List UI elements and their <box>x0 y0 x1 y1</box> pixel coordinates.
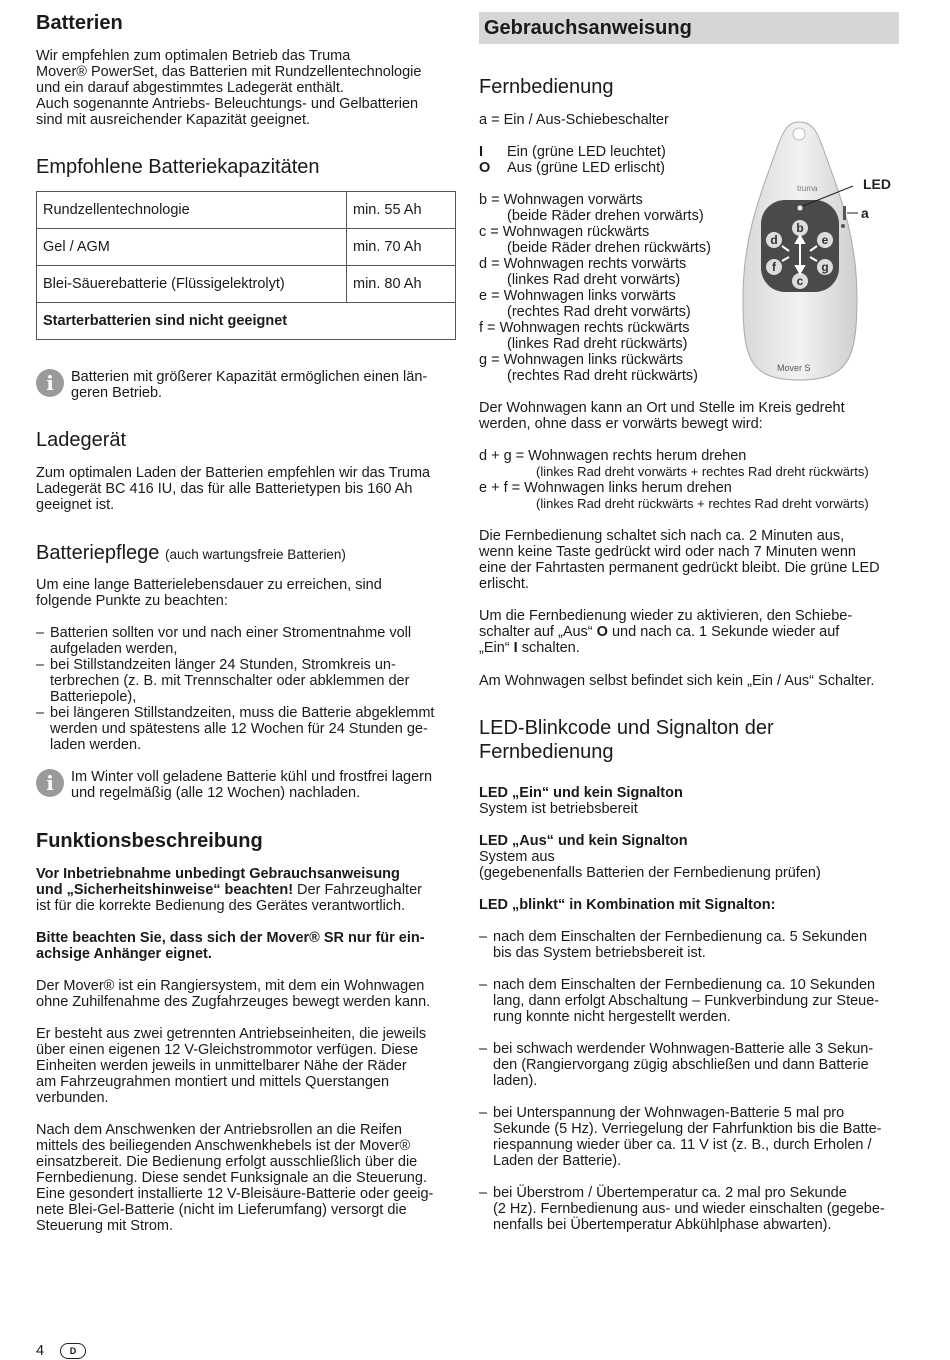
info-note-winter: i Im Winter voll geladene Batterie kühl und frostfrei lagern und regelmäßig (alle 12 Wochen) nachladen. <box>36 769 456 803</box>
batteriepflege-list <box>36 625 456 753</box>
remote-key-e[interactable] <box>817 232 833 248</box>
on-symbol: I <box>513 640 518 656</box>
list-item: – nach dem Einschalten der Fernbedienung ca. 5 Sekunden bis das System betriebsbereit ist. <box>479 929 901 961</box>
remote-key-c[interactable] <box>792 273 808 289</box>
batterien-text: Wir empfehlen zum optimalen Betrieb das Truma Mover® PowerSet, das Batterien mit Rundzellentechnologie und ein darauf abgestimmtes Ladegerät enthält. Auch sogenannte Antriebs- Beleuchtungs- und Gelbatterien sind mit ausreichender Kapazität geeignet. <box>36 48 422 128</box>
batterien-title: Batterien <box>36 12 123 34</box>
led-indicator <box>798 206 803 211</box>
table-row: Starterbatterien sind nicht geeignet <box>37 303 456 340</box>
slide-switch[interactable] <box>843 206 846 220</box>
remote-key-d[interactable] <box>766 232 782 248</box>
info-icon: i <box>36 769 64 797</box>
rotation-list: d + g = Wohnwagen rechts herum drehen (linkes Rad dreht vorwärts + rechtes Rad dreht rückwärts) e + f = Wohnwagen links herum drehen (linkes Rad dreht rückwärts + rechtes Rad dreht vorwärts) <box>479 448 869 511</box>
gebrauch-title: Gebrauchsanweisung <box>484 17 692 39</box>
remote-key-b[interactable] <box>792 220 808 236</box>
off-symbol: O <box>479 160 491 176</box>
kapazitaeten-table <box>36 191 456 340</box>
auto-off-text: Die Fernbedienung schaltet sich nach ca. 2 Minuten aus, wenn keine Taste gedrückt wird oder nach 7 Minuten wenn eine der Fahrtasten permanent gedrückt bleibt. Die grüne LED erlischt. <box>479 528 880 592</box>
svg-text:g: g <box>821 260 829 274</box>
funktion-text: Vor Inbetriebnahme unbedingt Gebrauchsanweisung und „Sicherheitshinweise“ beachten! Der Fahrzeughalter ist für die korrekte Bedienung des Gerätes verantwortlich. Bitte beachten Sie, dass sich der Mover® SR nur für ein- achsige Anhänger eignet. Der Mover® ist ein Rangiersystem, mit dem ein Wohnwagen ohne Zuhilfenahme des Zugfahrzeuges bewegt werden kann. Er besteht aus zwei getrennten Antriebseinheiten, die jeweils über einen eigenen 12 V-Gleichstrommotor verfügen. Diese Einheiten werden jeweils in unmittelbarer Nähe der Räder am Fahrzeugrahmen montiert und mittels Querstangen verbunden. Nach dem Anschwenken der Antriebsrollen an die Reifen mittels des beiliegenden Anschwenkhebels ist der Mover® einsatzbereit. Die Bedienung erfolgt ausschließlich über die Fernbedienung. Diese sendet Funksignale an die Steuerung. Eine gesondert installierte 12 V-Bleisäure-Batterie oder geeig- nete Blei-Gel-Batterie (nicht im Lieferumfang) versorgt die Steuerung mit Strom. <box>36 866 434 1234</box>
ladegeraet-title: Ladegerät <box>36 429 127 451</box>
fernbedienung-title: Fernbedienung <box>479 76 614 98</box>
ladegeraet-text: Zum optimalen Laden der Batterien empfehlen wir das Truma Ladegerät BC 416 IU, das für alle Batterietypen bis 160 Ah geeignet ist. <box>36 465 431 513</box>
batteriepflege-title: Batteriepflege (auch wartungsfreie Batterien) <box>36 542 346 564</box>
info-note-kapazitaet: i Batterien mit größerer Kapazität ermöglichen einen län- geren Betrieb. <box>36 369 456 403</box>
led-label: LED <box>863 176 891 192</box>
kein-schalter-text: Am Wohnwagen selbst befindet sich kein „Ein / Aus“ Schalter. <box>479 673 875 689</box>
blink-list <box>479 929 901 1233</box>
led-section: LED „Ein“ und kein Signalton System ist betriebsbereit LED „Aus“ und kein Signalton System aus (gegebenenfalls Batterien der Fernbedienung prüfen) LED „blinkt“ in Kombination mit Signalton: – nach dem Einschalten der Fernbedienung ca. 5 Sekunden bis das System betriebsbereit ist. – nach dem Einschalten der Fernbedienung ca. 10 Sekunden lang, dann erfolgt Abschaltung – Funkverbindung zur Steue- rung konnte nicht hergestellt werden. – bei schwach werdender Wohnwagen-Batterie alle 3 Sekun- den (Rangiervorgang zügig abschließen und dann Batterie laden). – bei Unterspannung der Wohnwagen-Batterie 5 mal pro Sekunde (5 Hz). Verriegelung der Fahrfunktion bis die Batte- riespannung wieder über ca. 11 V ist (z. B., durch Erholen / Laden der Batterie). – bei Überstrom / Übertemperatur ca. 2 mal pro Sekunde (2 Hz). Fernbedienung aus- und wieder einschalten (gegebe- nenfalls bei Übertemperatur Abkühlphase abwarten). <box>479 785 901 1233</box>
svg-text:d: d <box>770 233 778 247</box>
list-item: – bei längeren Stillstandzeiten, muss die Batterie abgeklemmt werden und spätestens alle 12 Wochen für 24 Stunden ge- laden werden. <box>36 705 456 753</box>
list-item: – bei Überstrom / Übertemperatur ca. 2 mal pro Sekunde (2 Hz). Fernbedienung aus- und wieder einschalten (gegebe- nenfalls bei Übertemperatur Abkühlphase abwarten). <box>479 1185 901 1233</box>
table-row: Rundzellentechnologie min. 55 Ah <box>37 192 456 229</box>
funktion-title: Funktionsbeschreibung <box>36 830 263 852</box>
kreis-text: Der Wohnwagen kann an Ort und Stelle im Kreis gedreht werden, ohne dass er vorwärts bewegt wird: <box>479 400 845 432</box>
list-item: – Batterien sollten vor und nach einer Stromentnahme voll aufgeladen werden, <box>36 625 456 657</box>
on-symbol: I <box>479 144 484 160</box>
kapazitaeten-title: Empfohlene Batteriekapazitäten <box>36 156 320 178</box>
led-title: LED-Blinkcode und Signalton der Fernbedienung <box>479 717 774 763</box>
table-row: Blei-Säuerebatterie (Flüssigelektrolyt) min. 80 Ah <box>37 266 456 303</box>
table-row: Gel / AGM min. 70 Ah <box>37 229 456 266</box>
batteriepflege-section: Um eine lange Batterielebensdauer zu erreichen, sind folgende Punkte zu beachten: – Batterien sollten vor und nach einer Stromentnahme voll aufgeladen werden, – bei Stillstandzeiten länger 24 Stunden, Stromkreis un- terbrechen (z. B. mit Trennschalter oder abklemmen der Batteriepole), – bei längeren Stillstandzeiten, muss die Batterie abgeklemmt werden und spätestens alle 12 Wochen für 24 Stunden ge- laden werden. <box>36 577 456 753</box>
list-item: – nach dem Einschalten der Fernbedienung ca. 10 Sekunden lang, dann erfolgt Abschaltung – Funkverbindung zur Steue- rung konnte nicht hergestellt werden. <box>479 977 901 1025</box>
list-item: – bei Stillstandzeiten länger 24 Stunden, Stromkreis un- terbrechen (z. B. mit Trennschalter oder abklemmen der Batteriepole), <box>36 657 456 705</box>
list-item: – bei Unterspannung der Wohnwagen-Batterie 5 mal pro Sekunde (5 Hz). Verriegelung der Fahrfunktion bis die Batte- riespannung wieder über ca. 11 V ist (z. B., durch Erholen / Laden der Batterie). <box>479 1105 901 1169</box>
svg-text:b: b <box>796 221 804 235</box>
remote-brand: truma <box>797 184 818 193</box>
remote-control-illustration <box>737 118 901 384</box>
svg-text:e: e <box>821 233 829 247</box>
page-number: 4 <box>36 1343 45 1359</box>
off-symbol: O <box>596 624 608 640</box>
a-label: a <box>861 205 869 221</box>
svg-text:f: f <box>772 260 776 274</box>
language-badge: D <box>60 1343 86 1359</box>
direction-list: b = Wohnwagen vorwärts (beide Räder drehen vorwärts) c = Wohnwagen rückwärts (beide Räder drehen rückwärts) d = Wohnwagen rechts vorwärts (linkes Rad dreht vorwärts) e = Wohnwagen links vorwärts (rechtes Rad dreht vorwärts) f = Wohnwagen rechts rückwärts (linkes Rad dreht rückwärts) g = Wohnwagen links rückwärts (rechtes Rad dreht rückwärts) <box>479 192 711 384</box>
switch-states: I Ein (grüne LED leuchtet) O Aus (grüne LED erlischt) <box>479 144 666 176</box>
info-icon: i <box>36 369 64 397</box>
list-item: – bei schwach werdender Wohnwagen-Batterie alle 3 Sekun- den (Rangiervorgang zügig abschließen und dann Batterie laden). <box>479 1041 901 1089</box>
remote-model: Mover S <box>777 363 811 373</box>
a-line: a = Ein / Aus-Schiebeschalter <box>479 112 669 128</box>
gebrauch-header <box>479 12 899 44</box>
reaktivieren-text: Um die Fernbedienung wieder zu aktivieren, den Schiebe- schalter auf „Aus“ O und nach ca. 1 Sekunde wieder auf „Ein“ I schalten. <box>479 608 853 656</box>
svg-text:c: c <box>796 274 804 288</box>
remote-key-f[interactable] <box>766 259 782 275</box>
remote-key-g[interactable] <box>817 259 833 275</box>
